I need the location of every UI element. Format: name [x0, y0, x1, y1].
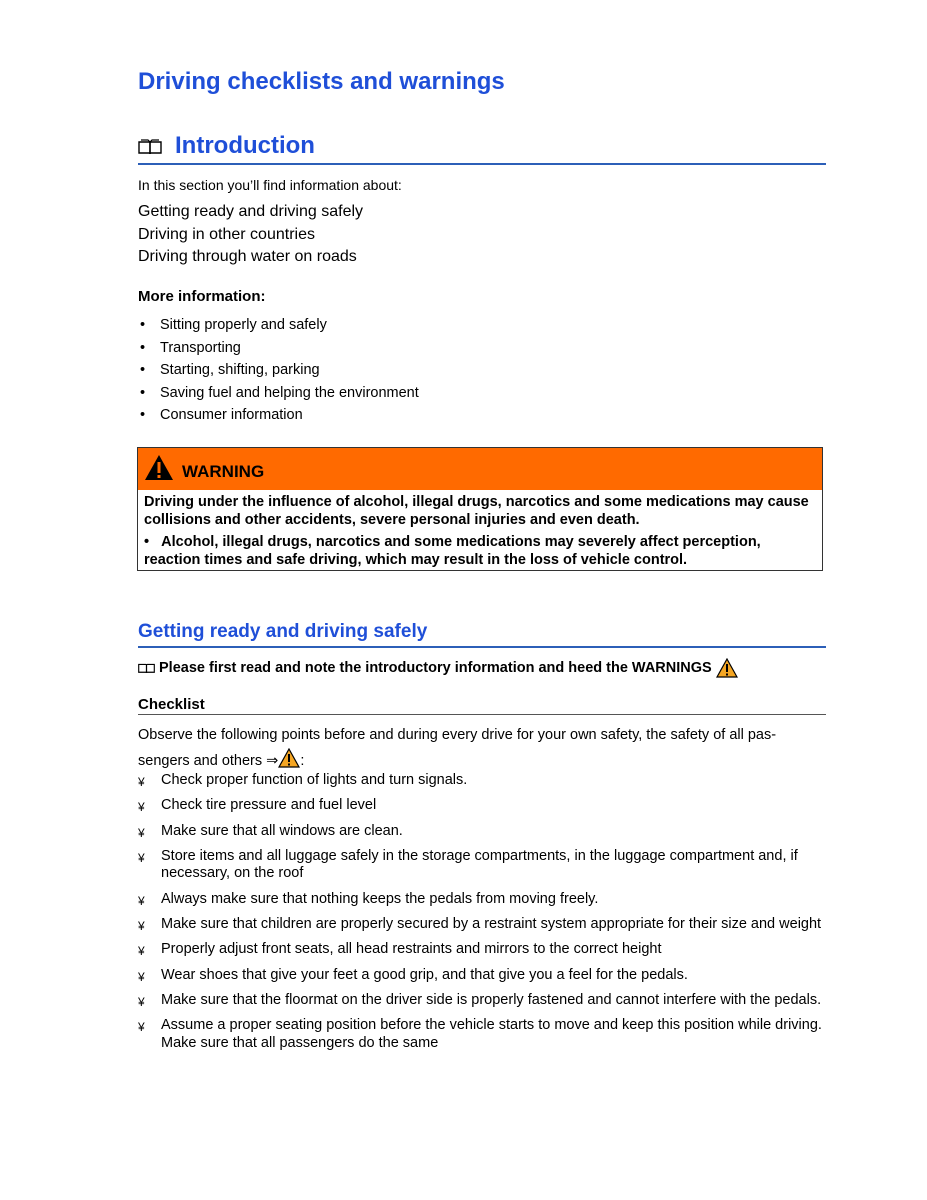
bullet-icon: • [144, 534, 150, 550]
intro-lead: In this section you’ll find information about: [138, 177, 402, 193]
topic-link[interactable]: Driving through water on roads [138, 248, 357, 265]
checklist-item: ¥ Check proper function of lights and turn signals. [138, 772, 826, 790]
list-item[interactable]: • Consumer information [138, 404, 419, 427]
list-item[interactable]: • Transporting [138, 337, 419, 360]
more-info-title: More information: [138, 288, 266, 305]
observe-paragraph: Observe the following points before and during every drive for your own safety, the safety of all pas-sengers and others ⇒ : [138, 727, 777, 769]
checklist-item: ¥ Assume a proper seating position before the vehicle starts to move and keep this position while driving. Make sure that all passengers do the same [138, 1017, 822, 1051]
book-icon [138, 662, 155, 674]
section-header [138, 620, 826, 648]
check-mark-icon: ¥ [138, 969, 145, 984]
topic-link[interactable]: Driving in other countries [138, 225, 315, 243]
list-item[interactable]: • Saving fuel and helping the environment [138, 382, 419, 405]
page-title: Driving checklists and warnings [138, 68, 505, 95]
intro-note [138, 658, 738, 678]
warning-triangle-icon [144, 454, 174, 481]
warning-label: WARNING [182, 462, 265, 481]
checklist-item: ¥ Make sure that all windows are clean. [138, 823, 826, 841]
check-mark-icon: ¥ [138, 825, 145, 840]
section-heading: Getting ready and driving safely [138, 621, 428, 642]
checklist-item: ¥ Always make sure that nothing keeps the pedals from moving freely. [138, 891, 826, 909]
checklist-item: ¥ Make sure that children are properly secured by a restraint system appropriate for their size and weight [138, 916, 826, 934]
topic-list [138, 201, 363, 269]
checklist-title: Checklist [138, 696, 205, 713]
introduction-heading: Introduction [175, 132, 315, 159]
list-item[interactable]: • Sitting properly and safely [138, 314, 419, 337]
warning-header [138, 448, 822, 490]
check-mark-icon: ¥ [138, 944, 145, 959]
checklist-item: ¥ Check tire pressure and fuel level [138, 797, 826, 815]
bullet-icon: • [140, 384, 146, 401]
check-mark-icon: ¥ [138, 775, 145, 789]
intro-note-text: Please first read and note the introductory information and heed the WARNINGS [159, 660, 712, 676]
check-mark-icon: ¥ [138, 800, 145, 815]
list-item[interactable]: • Starting, shifting, parking [138, 359, 419, 382]
warning-triangle-icon[interactable] [278, 748, 300, 768]
check-mark-icon: ¥ [138, 1020, 145, 1035]
checklist-header [138, 696, 826, 715]
topic-link[interactable]: Getting ready and driving safely [138, 203, 364, 220]
warning-body [138, 490, 822, 569]
checklist-item: ¥ Make sure that the floormat on the driver side is properly fastened and cannot interfere with the pedals. [138, 992, 826, 1010]
warning-triangle-icon[interactable] [716, 658, 738, 678]
check-mark-icon: ¥ [138, 918, 145, 933]
warning-text: Driving under the influence of alcohol, illegal drugs, narcotics and some medications may cause collisions and other accidents, severe personal injuries and even death. [144, 494, 809, 528]
more-info-list [138, 314, 419, 427]
bullet-icon: • [140, 407, 146, 424]
check-mark-icon: ¥ [138, 850, 145, 865]
warning-box [137, 447, 823, 571]
checklist-item: ¥ Properly adjust front seats, all head restraints and mirrors to the correct height [138, 941, 826, 959]
check-mark-icon: ¥ [138, 994, 145, 1009]
book-icon [138, 139, 162, 155]
checklist-item: ¥ Store items and all luggage safely in the storage compartments, in the luggage compartment and, if necessary, on the roof [138, 847, 798, 882]
bullet-icon: • [140, 362, 146, 379]
bullet-icon: • [140, 317, 146, 333]
checklist [138, 772, 826, 1060]
check-mark-icon: ¥ [138, 893, 145, 908]
warning-bullet-text: • Alcohol, illegal drugs, narcotics and some medications may severely affect perception, reaction times and safe driving, which may result in the loss of vehicle control. [144, 534, 761, 568]
bullet-icon: • [140, 339, 146, 356]
checklist-item: ¥ Wear shoes that give your feet a good grip, and that give you a feel for the pedals. [138, 967, 826, 985]
introduction-header [138, 132, 826, 165]
